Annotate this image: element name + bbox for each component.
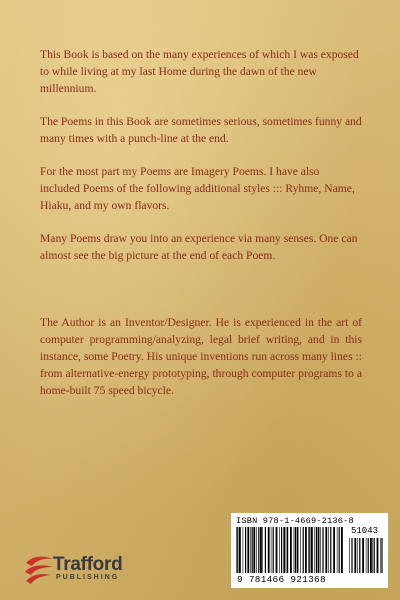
isbn-label: ISBN 978-1-4669-2136-8 — [236, 516, 354, 526]
author-bio — [40, 314, 362, 399]
ean-barcode-bars — [236, 527, 344, 573]
addon-barcode-bars — [349, 538, 383, 573]
publisher-logo — [23, 553, 168, 587]
publisher-tagline: PUBLISHING — [56, 574, 120, 581]
price-addon-digits: 51043 — [351, 526, 379, 536]
publisher-name: Trafford — [53, 554, 123, 575]
description-paragraph: For the most part my Poems are Imagery Poems. I have also included Poems of the following additional styles ::: Ryhme, Name, Hiaku, and my own flavors. — [40, 165, 355, 212]
book-description — [40, 46, 362, 280]
barcode-digits: 9 781466 921368 — [237, 574, 326, 585]
author-bio-text: The Author is an Inventor/Designer. He is experienced in the art of computer programming/analyzing, legal brief writing, and in this instance, some Poetry. His unique inventions run across many lines :: from alternative-energy prototyping, through computer programs to a home-built 75 speed bicycle. — [40, 316, 362, 397]
isbn-barcode — [231, 513, 388, 588]
trafford-swoosh-icon — [23, 553, 57, 587]
description-paragraph: Many Poems draw you into an experience via many senses. One can almost see the big picture at the end of each Poem. — [40, 232, 358, 262]
description-paragraph: The Poems in this Book are sometimes serious, sometimes funny and many times with a punch-line at the end. — [40, 115, 362, 145]
description-paragraph: This Book is based on the many experiences of which I was exposed to while living at my last Home during the dawn of the new millennium. — [40, 48, 359, 95]
